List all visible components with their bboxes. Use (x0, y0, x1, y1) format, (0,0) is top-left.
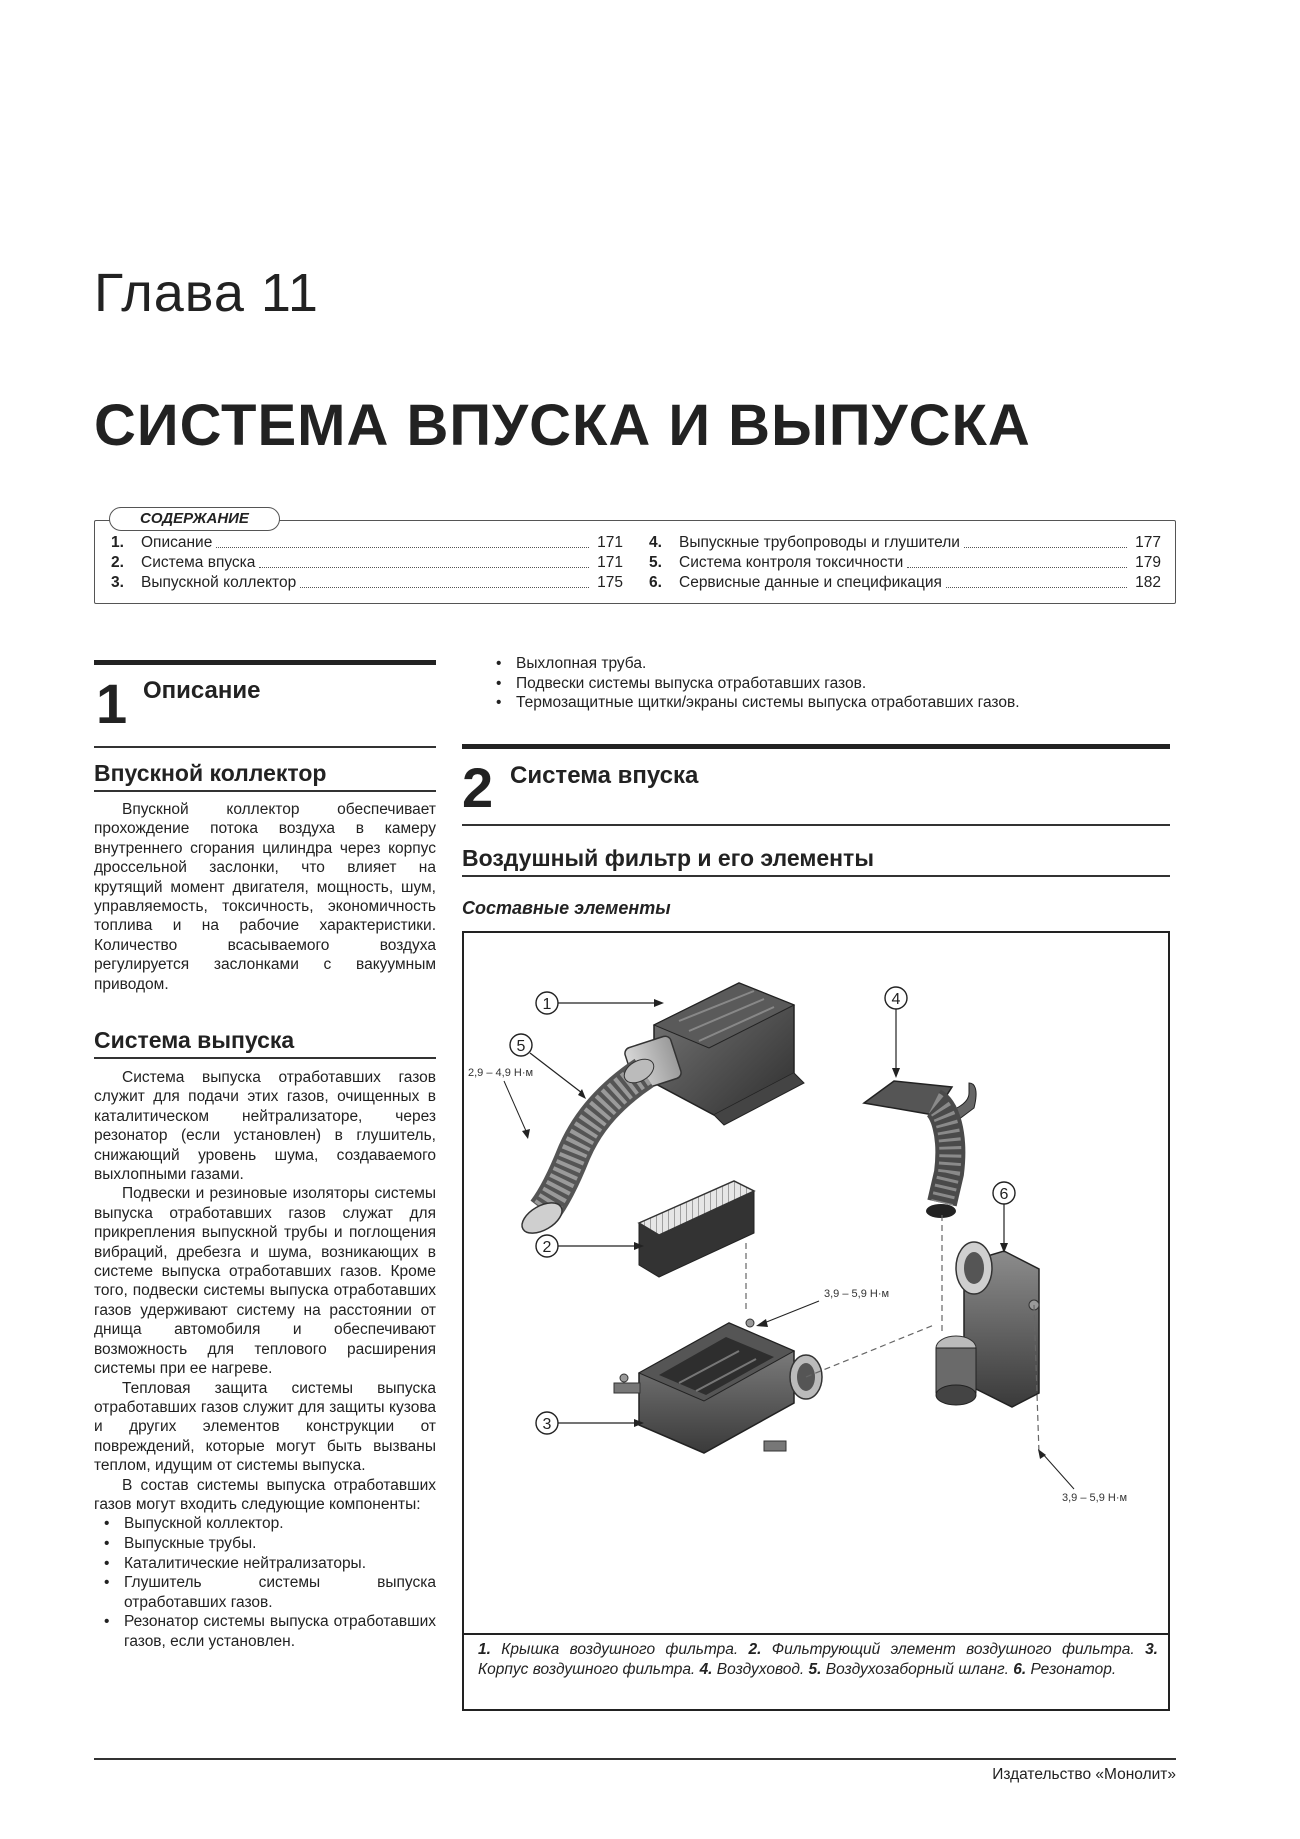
intake-manifold-paragraph: Впускной коллектор обеспечивает прохождение потока воздуха в камеру внутреннего сгорания цилиндра через корпус дроссельной заслонки, что влияет на крутящий момент двигателя, мощность, шум, управляемость, токсичность, экономичность топлива и на рабочие характеристики. Количество всасываемого воздуха регулируется заслонками с вакуумным приводом. (94, 801, 436, 993)
toc-item[interactable] (649, 553, 1161, 573)
toc-leader (300, 573, 589, 588)
toc-item-number: 2. (111, 554, 124, 571)
figure-caption: 1. Крышка воздушного фильтра. 2. Фильтрующий элемент воздушного фильтра. 3. Корпус воздушного фильтра. 4. Воздуховод. 5. Воздухозаборный шланг. 6. Резонатор. (478, 1641, 1158, 1678)
toc-leader (907, 553, 1127, 568)
svg-text:1: 1 (542, 996, 552, 1013)
exhaust-components-list-continued (462, 654, 1170, 713)
list-item: • Выпускной коллектор. (124, 1514, 436, 1534)
section-1-number: 1 (96, 672, 128, 735)
callout-1 (536, 992, 664, 1014)
air-filter-housing (614, 1319, 822, 1453)
air-filter-figure (462, 931, 1170, 1711)
toc-item-page: 177 (1135, 534, 1161, 551)
list-item: • Термозащитные щитки/экраны системы выпуска отработавших газов. (516, 693, 1170, 713)
toc-item-page: 175 (597, 574, 623, 591)
list-item: • Выпускные трубы. (124, 1534, 436, 1554)
torque-label-hose-clamp (468, 1067, 533, 1139)
list-item: • Выхлопная труба. (516, 654, 1170, 674)
toc-leader (946, 573, 1127, 588)
section-2-divider (462, 824, 1170, 826)
exhaust-paragraph-2: Подвески и резиновые изоляторы системы выпуска отработавших газов служат для прикрепления выпускной трубы и поглощения вибраций, дребезга и шума, возникающих в системе выпуска отработавших газов. Кроме того, подвески системы выпуска отработавших газов удерживают систему на расстоянии от днища автомобиля и обеспечивают возможность для теплового расширения системы при ее нагреве. (94, 1185, 436, 1378)
air-filter-rule (462, 875, 1170, 877)
toc-column-left (111, 533, 623, 593)
intake-manifold-rule (94, 790, 436, 792)
section-2-number: 2 (462, 756, 494, 819)
toc-column-right (649, 533, 1161, 593)
callout-3 (536, 1412, 644, 1434)
svg-text:2: 2 (542, 1239, 552, 1256)
publisher-footer: Издательство «Монолит» (992, 1766, 1176, 1783)
toc-item-label: Система контроля токсичности (679, 554, 904, 571)
svg-text:3,9 – 5,9 Н·м: 3,9 – 5,9 Н·м (1062, 1492, 1128, 1504)
torque-label-housing-bolt (756, 1288, 889, 1327)
section-1-title: Описание (143, 677, 261, 704)
filter-element (639, 1181, 754, 1277)
section-1-divider (94, 746, 436, 748)
torque-label-resonator-bolt (1038, 1449, 1127, 1504)
air-filter-title: Воздушный фильтр и его элементы (462, 845, 874, 871)
toc-item-number: 3. (111, 574, 124, 591)
table-of-contents (94, 510, 1176, 604)
exhaust-paragraph-3: Тепловая защита системы выпуска отработавших газов служит для защиты кузова и других элементов конструкции от повреждений, которые могут быть вызваны теплом, идущим от системы выпуска. (94, 1379, 436, 1475)
air-duct (864, 1081, 976, 1218)
toc-item[interactable] (111, 573, 623, 593)
toc-item[interactable] (111, 553, 623, 573)
exhaust-paragraph-1: Система выпуска отработавших газов служит для подачи этих газов, очищенных в каталитическом нейтрализаторе, через резонатор (если установлен) в глушитель, снижающий уровень шума, создаваемого выхлопными газами. (94, 1069, 436, 1184)
exhaust-system-title: Система выпуска (94, 1027, 295, 1053)
toc-item-label: Сервисные данные и спецификация (679, 574, 942, 591)
svg-text:3,9 – 5,9 Н·м: 3,9 – 5,9 Н·м (824, 1288, 890, 1300)
resonator (936, 1242, 1039, 1407)
toc-item[interactable] (649, 533, 1161, 553)
toc-item[interactable] (649, 573, 1161, 593)
footer-rule (94, 1758, 1176, 1760)
toc-item-page: 171 (597, 554, 623, 571)
svg-text:2,9 – 4,9 Н·м: 2,9 – 4,9 Н·м (468, 1067, 534, 1079)
list-item: • Подвески системы выпуска отработавших газов. (516, 674, 1170, 694)
toc-item-label: Выпускной коллектор (141, 574, 297, 591)
callout-6 (993, 1182, 1015, 1253)
list-item: • Каталитические нейтрализаторы. (124, 1554, 436, 1574)
intake-manifold-text (94, 800, 436, 994)
toc-leader (216, 533, 589, 548)
toc-item-page: 179 (1135, 554, 1161, 571)
callout-2 (536, 1235, 644, 1257)
figure-caption-divider (462, 1633, 1170, 1635)
toc-item-number: 1. (111, 534, 124, 551)
toc-item-page: 182 (1135, 574, 1161, 591)
list-item: • Глушитель системы выпуска отработавших газов. (124, 1573, 436, 1612)
toc-item-number: 6. (649, 574, 662, 591)
toc-leader (259, 553, 589, 568)
exhaust-system-text (94, 1068, 436, 1652)
toc-item-page: 171 (597, 534, 623, 551)
toc-item[interactable] (111, 533, 623, 553)
svg-text:5: 5 (516, 1038, 526, 1055)
list-item: • Резонатор системы выпуска отработавших газов, если установлен. (124, 1612, 436, 1651)
section-2-rule (462, 744, 1170, 749)
svg-text:4: 4 (891, 991, 901, 1008)
svg-text:6: 6 (999, 1186, 1009, 1203)
toc-leader (964, 533, 1127, 548)
section-1-rule (94, 660, 436, 665)
exhaust-components-list (94, 1514, 436, 1651)
chapter-title: СИСТЕМА ВПУСКА И ВЫПУСКА (94, 393, 1031, 458)
intake-manifold-title: Впускной коллектор (94, 760, 327, 786)
exhaust-paragraph-4: В состав системы выпуска отработавших газов могут входить следующие компоненты: (94, 1476, 436, 1513)
toc-item-label: Описание (141, 534, 213, 551)
air-intake-hose (517, 1054, 658, 1239)
svg-text:3: 3 (542, 1416, 552, 1433)
air-filter-exploded-diagram (464, 933, 1168, 1633)
toc-item-number: 4. (649, 534, 662, 551)
air-filter-cover (623, 983, 804, 1125)
toc-heading: СОДЕРЖАНИЕ (109, 507, 280, 531)
chapter-label: Глава 11 (94, 263, 319, 323)
toc-item-number: 5. (649, 554, 662, 571)
section-2-title: Система впуска (510, 762, 699, 789)
toc-item-label: Система впуска (141, 554, 256, 571)
toc-item-label: Выпускные трубопроводы и глушители (679, 534, 960, 551)
figure-title: Составные элементы (462, 898, 671, 918)
exhaust-system-rule (94, 1057, 436, 1059)
callout-4 (885, 987, 907, 1078)
